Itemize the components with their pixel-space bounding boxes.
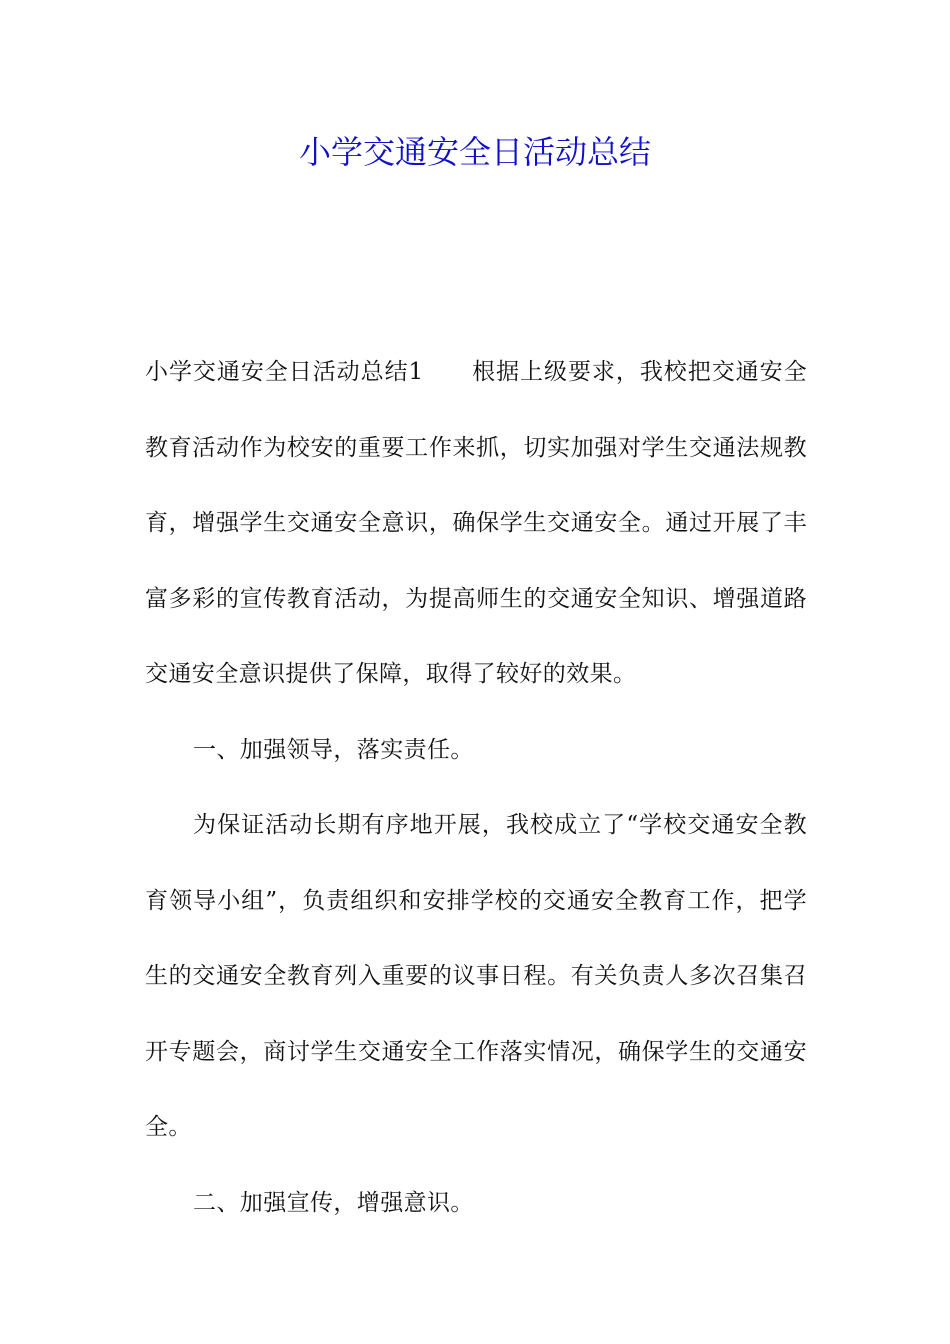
section2-heading: 二、加强宣传，增强意识。	[193, 1189, 474, 1216]
document-body	[145, 335, 807, 1241]
section1-heading: 一、加强领导，落实责任。	[193, 736, 474, 763]
intro-heading: 小学交通安全日活动总结1	[145, 359, 424, 385]
section1-paragraph: 为保证活动长期有序地开展，我校成立了“学校交通安全教育领导小组”，负责组织和安排学校的交通安全教育工作，把学生的交通安全教育列入重要的议事日程。有关负责人多次召集召开专题会，商讨学生交通安全工作落实情况，确保学生的交通安全。	[145, 812, 807, 1140]
intro-text: 根据上级要求，我校把交通安全教育活动作为校安的重要工作来抓，切实加强对学生交通法规教育，增强学生交通安全意识，确保学生交通安全。通过开展了丰富多彩的宣传教育活动，为提高师生的交通安全知识、增强道路交通安全意识提供了保障，取得了较好的效果。	[145, 359, 807, 687]
intro-paragraph	[145, 335, 807, 713]
document-title: 小学交通安全日活动总结	[298, 133, 651, 171]
